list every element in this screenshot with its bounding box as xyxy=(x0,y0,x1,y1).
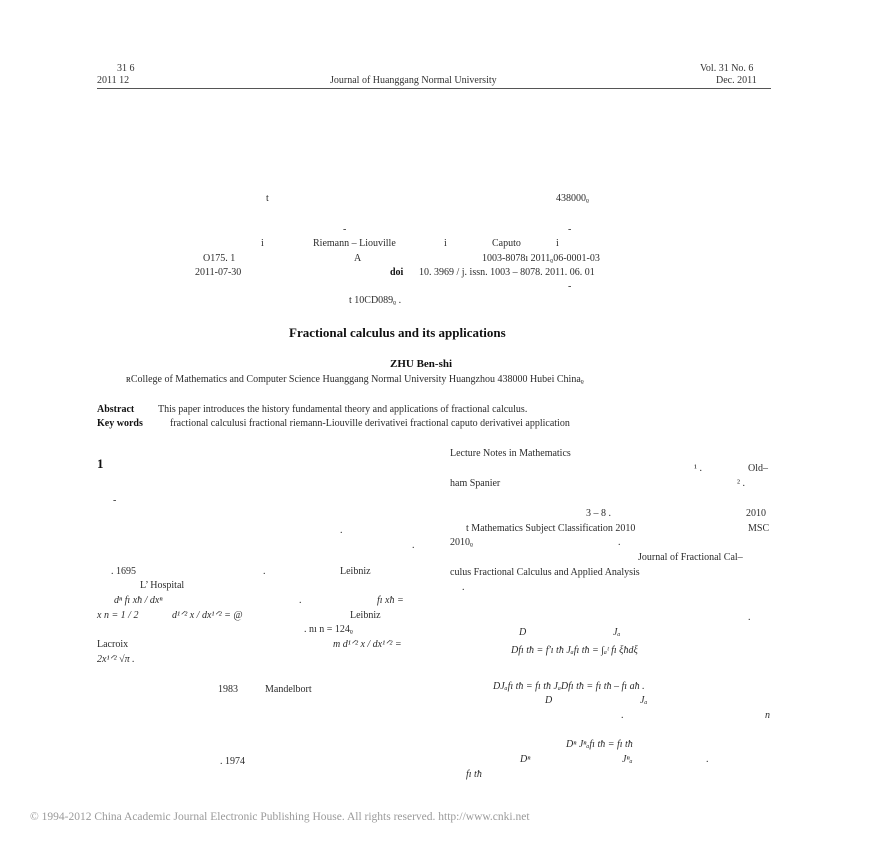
keyword-sep-2: i xyxy=(444,238,447,249)
keyword-sep-1: i xyxy=(261,238,264,249)
left-year-1983: 1983 xyxy=(218,684,238,695)
abstract-label: Abstract xyxy=(97,404,135,415)
left-year-1695: . 1695 xyxy=(111,566,136,577)
right-fcaa: culus Fractional Calculus and Applied Analysis xyxy=(450,567,640,578)
header-rule xyxy=(97,88,771,89)
left-lhospital: L’ Hospital xyxy=(140,580,185,591)
right-formula-ft: fı tħ xyxy=(466,769,482,780)
left-text-3: . xyxy=(412,540,415,551)
right-year-2010-b: 2010ᵨ xyxy=(450,537,473,548)
right-formula-dnjn: Dⁿ Jⁿₐfı tħ = fı tħ xyxy=(566,739,633,750)
left-formula-result: 2x¹ᐟ² √π . xyxy=(97,654,135,665)
left-dot-4: . xyxy=(263,566,266,577)
left-lacroix: Lacroix xyxy=(97,639,129,650)
keyword-caputo: Caputo xyxy=(492,238,521,249)
paper-title-en: Fractional calculus and its applications xyxy=(289,325,506,340)
right-lecture-notes: Lecture Notes in Mathematics xyxy=(450,448,571,459)
copyright-footer: © 1994-2012 China Academic Journal Electronic Publishing House. All rights reserved. http://www.cnki.net xyxy=(30,811,530,823)
keyword-riemann-liouville: Riemann – Liouville xyxy=(313,238,396,249)
right-range-3-8: 3 – 8 . xyxy=(586,508,611,519)
right-symbol-dn: Dⁿ xyxy=(520,754,531,765)
right-dot-10: . xyxy=(748,612,751,623)
left-formula-n-half: x n = 1 / 2 xyxy=(97,610,139,621)
right-formula-dj: DJₐfı tħ = fı tħ JₐDfı tħ = fı tħ – fı aħ . xyxy=(493,681,645,692)
left-text-2: . xyxy=(340,525,343,536)
right-symbol-jna: Jⁿₐ xyxy=(622,754,633,765)
right-symbol-d: D xyxy=(519,627,527,638)
left-text-1: - xyxy=(113,495,117,506)
left-year-n124: . nı n = 124ᵨ xyxy=(304,624,353,635)
right-symbol-n: n xyxy=(765,710,770,721)
address-marker: t xyxy=(266,193,269,204)
author-name: ZHU Ben-shi xyxy=(390,358,453,370)
received-date: 2011-07-30 xyxy=(195,267,242,278)
left-leibniz-1: Leibniz xyxy=(340,566,371,577)
left-formula-dn: dⁿ fı xħ / dxⁿ xyxy=(114,595,163,606)
abstract-dash-1: - xyxy=(343,224,347,235)
document-code: A xyxy=(354,253,362,264)
left-formula-dhalf: d¹ᐟ² x / dx¹ᐟ² = @ xyxy=(172,610,243,621)
doi-value: 10. 3969 / j. issn. 1003 – 8078. 2011. 06. 01 xyxy=(419,267,595,278)
header-volume-en: Vol. 31 No. 6 xyxy=(700,63,754,74)
author-affiliation: ʀCollege of Mathematics and Computer Science Huanggang Normal University Huangzhou 438000 Hubei Chinaᵨ xyxy=(126,374,584,385)
right-dot-6: . xyxy=(618,537,621,548)
right-formula-integral: Dfı tħ = f′ı tħ Jₐfı tħ = ∫ₐᵗ fı ξħdξ xyxy=(511,645,638,656)
right-ref-2: ² . xyxy=(737,478,745,489)
right-year-2010-a: 2010 xyxy=(746,508,766,519)
header-journal-name: Journal of Huanggang Normal University xyxy=(330,75,497,86)
header-volume-cn: 31 6 xyxy=(117,63,135,74)
header-date-cn: 2011 12 xyxy=(97,75,130,86)
header-date-en: Dec. 2011 xyxy=(716,75,757,86)
left-formula-fx: fı xħ = xyxy=(377,595,404,606)
fund-number: t 10CD089ᵨ . xyxy=(349,295,402,306)
left-leibniz-2: Leibniz xyxy=(350,610,381,621)
right-dot-9: . xyxy=(462,582,465,593)
right-journal-fc: Journal of Fractional Cal– xyxy=(638,552,743,563)
bio-dash: - xyxy=(568,281,572,292)
section-heading-1: 1 xyxy=(97,456,104,471)
keyword-sep-3: i xyxy=(556,238,559,249)
right-dot-17: . xyxy=(706,754,709,765)
right-symbol-d-2: D xyxy=(545,695,553,706)
right-symbol-ja-2: Jₐ xyxy=(640,695,648,706)
right-dot-15: . xyxy=(621,710,624,721)
right-oldham-1: Old– xyxy=(748,463,768,474)
left-formula-mdhalf: m d¹ᐟ² x / dx¹ᐟ² = xyxy=(333,639,402,650)
article-id: 1003-8078ı 2011ᵨ06-0001-03 xyxy=(482,253,600,264)
left-year-1974: . 1974 xyxy=(220,756,245,767)
abstract-dash-2: - xyxy=(568,224,572,235)
right-msc: MSC xyxy=(748,523,770,534)
right-symbol-ja: Jₐ xyxy=(613,627,621,638)
right-msc-text: t Mathematics Subject Classification 2010 xyxy=(466,523,636,534)
postcode: 438000ᵨ xyxy=(556,193,589,204)
keywords-label: Key words xyxy=(97,418,143,429)
left-mandelbort: Mandelbort xyxy=(265,684,312,695)
right-ref-1: ¹ . xyxy=(694,463,702,474)
doi-label: doi xyxy=(390,267,404,278)
keywords-text: fractional calculusi fractional riemann-Liouville derivativei fractional caputo derivativei application xyxy=(170,418,570,429)
abstract-text: This paper introduces the history fundamental theory and applications of fractional calculus. xyxy=(158,404,528,415)
left-dot-6: . xyxy=(299,595,302,606)
right-oldham-spanier: ham Spanier xyxy=(450,478,501,489)
clc-number: O175. 1 xyxy=(203,253,236,264)
